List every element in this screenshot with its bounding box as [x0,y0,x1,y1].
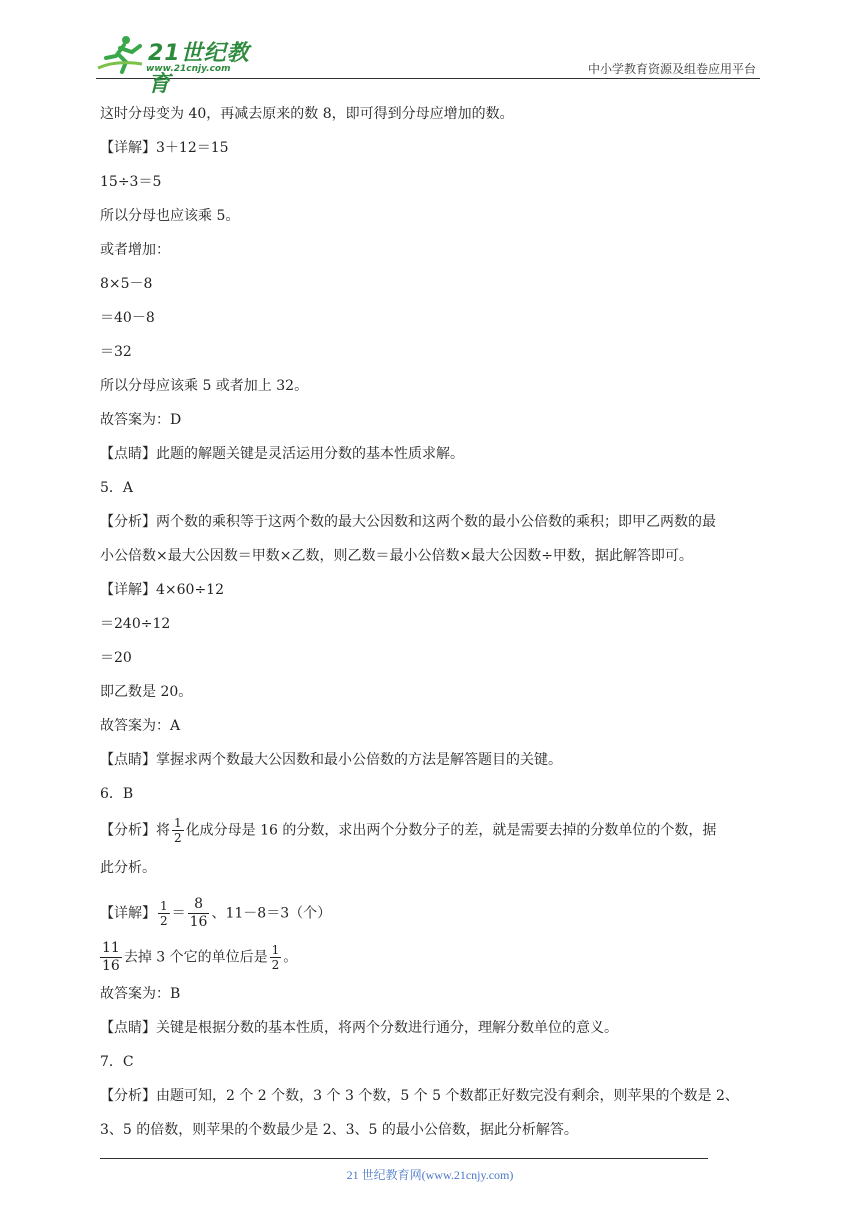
fraction-numerator: 1 [160,899,168,913]
text-line: 【点睛】掌握求两个数最大公因数和最小公倍数的方法是解答题目的关键。 [100,752,562,768]
text-line: 【详解】4×60÷12 [100,582,224,598]
runner-logo-icon [96,34,146,76]
fraction-numerator: 11 [102,940,120,956]
fraction-one-half [270,943,282,972]
footer-divider [100,1158,708,1159]
fraction-one-half [158,899,170,928]
fraction-denominator: 2 [174,831,182,845]
text-line: 【分析】由题可知，2 个 2 个数，3 个 3 个数，5 个 5 个数都正好数完没有剩余，则苹果的个数是 2、 [100,1088,739,1104]
text-line: ＝40－8 [100,310,155,326]
logo-text: 21世纪教育 [148,41,250,97]
question-number: 6．B [100,786,134,802]
platform-name: 中小学教育资源及组卷应用平台 [587,62,756,76]
text-segment: ＝ [171,905,186,922]
fraction-denominator: 16 [189,914,208,930]
text-line: 8×5－8 [100,276,153,292]
fraction-numerator: 8 [188,896,210,914]
page-header [96,34,760,97]
text-line-with-fraction [100,896,331,931]
question-number: 5．A [100,480,134,496]
text-line: 或者增加： [100,242,170,258]
text-line: 【详解】3＋12＝15 [100,140,229,156]
fraction-numerator: 1 [174,816,182,830]
fraction-eight-sixteenths [188,896,210,931]
fraction-denominator: 2 [160,914,168,928]
text-segment: 去掉 3 个它的单位后是 [123,949,268,966]
text-line: 故答案为：D [100,412,182,428]
text-line: 故答案为：A [100,718,181,734]
text-line: 【点睛】此题的解题关键是灵活运用分数的基本性质求解。 [100,446,464,462]
text-segment: 。 [283,949,298,966]
text-line: 小公倍数×最大公因数＝甲数×乙数，则乙数＝最小公倍数×最大公因数÷甲数，据此解答即可。 [100,548,693,564]
text-line: 【分析】两个数的乘积等于这两个数的最大公因数和这两个数的最小公倍数的乘积；即甲乙两数的最 [100,514,716,530]
text-segment: 【详解】 [100,905,156,922]
text-line: ＝240÷12 [100,616,171,632]
text-line: 15÷3＝5 [100,174,162,190]
text-segment: 、11－8＝3（个） [211,905,332,922]
text-line: ＝32 [100,344,132,360]
text-line: 故答案为：B [100,986,181,1002]
text-line: 3、5 的倍数，则苹果的个数最少是 2、3、5 的最小公倍数，据此分析解答。 [100,1122,578,1138]
text-line: ＝20 [100,650,132,666]
logo-url: www.21cnjy.com [146,64,231,74]
site-logo [96,34,266,97]
text-line: 即乙数是 20。 [100,684,193,700]
footer-link[interactable]: 21 世纪教育网(www.21cnjy.com) [346,1168,514,1182]
question-number: 7．C [100,1054,134,1070]
fraction-eleven-sixteenths [100,940,122,975]
fraction-denominator: 16 [102,958,120,974]
text-segment: 化成分母是 16 的分数，求出两个分数分子的差，就是需要去掉的分数单位的个数，据 [185,822,717,839]
text-line-with-fraction [100,940,297,975]
text-line: 【点睛】关键是根据分数的基本性质，将两个分数进行通分，理解分数单位的意义。 [100,1020,618,1036]
fraction-numerator: 1 [271,943,280,957]
text-line: 此分析。 [100,860,156,876]
text-line: 这时分母变为 40，再减去原来的数 8，即可得到分母应增加的数。 [100,106,514,122]
text-line: 所以分母应该乘 5 或者加上 32。 [100,378,309,394]
text-segment: 【分析】将 [100,822,170,839]
fraction-denominator: 2 [271,958,280,972]
text-line-with-fraction [100,816,716,845]
fraction-one-half [172,816,184,845]
text-line: 所以分母也应该乘 5。 [100,208,240,224]
